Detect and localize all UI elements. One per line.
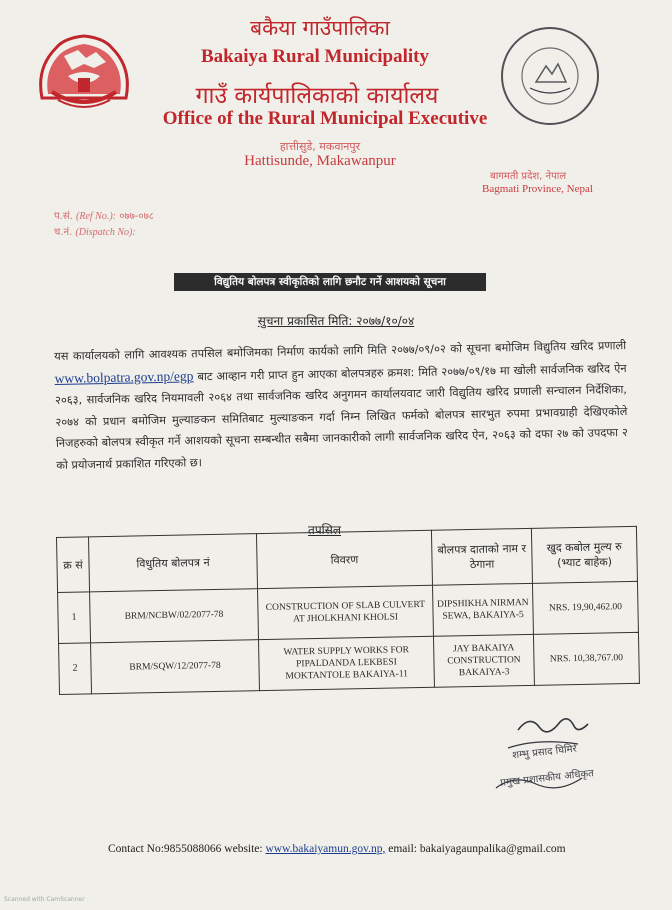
office-name-nepali: गाउँ कार्यपालिकाको कार्यालय: [195, 83, 439, 109]
contact-number: 9855088066: [163, 843, 222, 855]
col-header-serial: क्र सं: [57, 537, 90, 593]
bid-table: [56, 526, 639, 695]
municipality-name-nepali: बकैया गाउँपालिका: [250, 16, 390, 40]
municipality-name-english: Bakaiya Rural Municipality: [200, 46, 430, 67]
province-nepali: बागमती प्रदेश, नेपाल: [490, 171, 567, 182]
notice-body: यस कार्यालयको लागि आवश्यक तपसिल बमोजिमका निर्माण कार्यको लागि मिति २०७७/०९/०२ को सूचना बमोजिम विद्युतिय खरिद प्रणाली www.bolpatra.gov.np/egp बाट आव्हान गरी प्राप्त हुन आएका बोलपत्रहरु क्रमश: मिति २०७७/०९/१७ मा खोली सार्वजनिक खरिद ऐन २०६३, सार्वजनिक खरिद नियमावली २०६४ तथा सार्वजनिक खरिद अनुगमन कार्यालयवाट जारी विद्युतिय खरिद प्रणाली सन्चालन निर्देशिका, २०७४ को प्रधान बमोजिम मुल्याङकन समितिबाट मुल्याङकन गर्दा निम्न लिखित फर्मको बोलपत्र सारभुत रुपमा प्रभावग्राही देखिएकोले निजहरुको बोलपत्र स्वीकृत गर्ने आशयको सूचना सम्बन्धीत सबैमा जानकारीको लागी सार्वजनिक खरिद ऐन, २०६३ को दफा २७ को उपदफा २ को प्रयोजनार्थ प्रकाशित गरिएको छ।: [54, 339, 628, 472]
signatory-name: शम्भु प्रसाद घिमिरे: [511, 743, 578, 762]
reference-number: प.सं. (Ref No.): ०७७-०७८: [54, 211, 154, 222]
address-english: Hattisunde, Makawanpur: [244, 153, 396, 169]
col-header-description: विवरण: [256, 530, 432, 588]
notice-title: विद्युतिय बोलपत्र स्वीकृतिको लागि छनौट गर्ने आशयको सूचना: [174, 273, 486, 291]
nepal-emblem-icon: [34, 28, 134, 112]
cell-serial: 1: [58, 592, 91, 644]
website-link[interactable]: www.bakaiyamun.gov.np,: [265, 843, 386, 855]
published-date: सुचना प्रकासित मिति: २०७७/१०/०४: [257, 314, 415, 328]
cell-bid-number: BRM/NCBW/02/2077-78: [90, 589, 259, 643]
dispatch-number: च.नं. (Dispatch No):: [54, 227, 136, 238]
col-header-bid-number: विधुतिय बोलपत्र नं: [89, 534, 258, 592]
cell-bid-number: BRM/SQW/12/2077-78: [91, 640, 260, 694]
table-caption: तपसिल: [308, 523, 342, 537]
address-nepali: हात्तीसुडे, मकवानपुर: [279, 140, 361, 153]
cell-description: WATER SUPPLY WORKS FOR PIPALDANDA LEKBESI MOKTANTOLE BAKAIYA-11: [259, 636, 435, 690]
cell-description: CONSTRUCTION OF SLAB CULVERT AT JHOLKHANI KHOLSI: [258, 585, 434, 639]
cell-amount: NRS. 10,38,767.00: [533, 632, 639, 685]
bolpatra-link[interactable]: www.bolpatra.gov.np/egp: [54, 367, 194, 386]
scanner-watermark: Scanned with CamScanner: [4, 896, 85, 903]
col-header-amount: खुद कबोल मुल्य रु (भ्याट बाहेक): [531, 526, 637, 583]
office-name-english: Office of the Rural Municipal Executive: [162, 108, 488, 129]
email-address: bakaiyagaunpalika@gmail.com: [419, 843, 566, 855]
cell-amount: NRS. 19,90,462.00: [532, 581, 638, 634]
footer-contact: Contact No:9855088066 website: www.bakaiyamun.gov.np, email: bakaiyagaunpalika@gmail.com: [108, 843, 566, 855]
cell-bidder: JAY BAKAIYA CONSTRUCTION BAKAIYA-3: [433, 634, 534, 687]
signatory-title: प्रमुख प्रशासकीय अधिकृत: [499, 768, 595, 789]
col-header-bidder: बोलपत्र दाताको नाम र ठेगाना: [431, 528, 532, 585]
cell-serial: 2: [59, 643, 92, 695]
municipality-stamp-icon: [496, 22, 604, 130]
cell-bidder: DIPSHIKHA NIRMAN SEWA, BAKAIYA-5: [432, 583, 533, 636]
province-english: Bagmati Province, Nepal: [482, 183, 593, 195]
table-row: [59, 632, 640, 694]
